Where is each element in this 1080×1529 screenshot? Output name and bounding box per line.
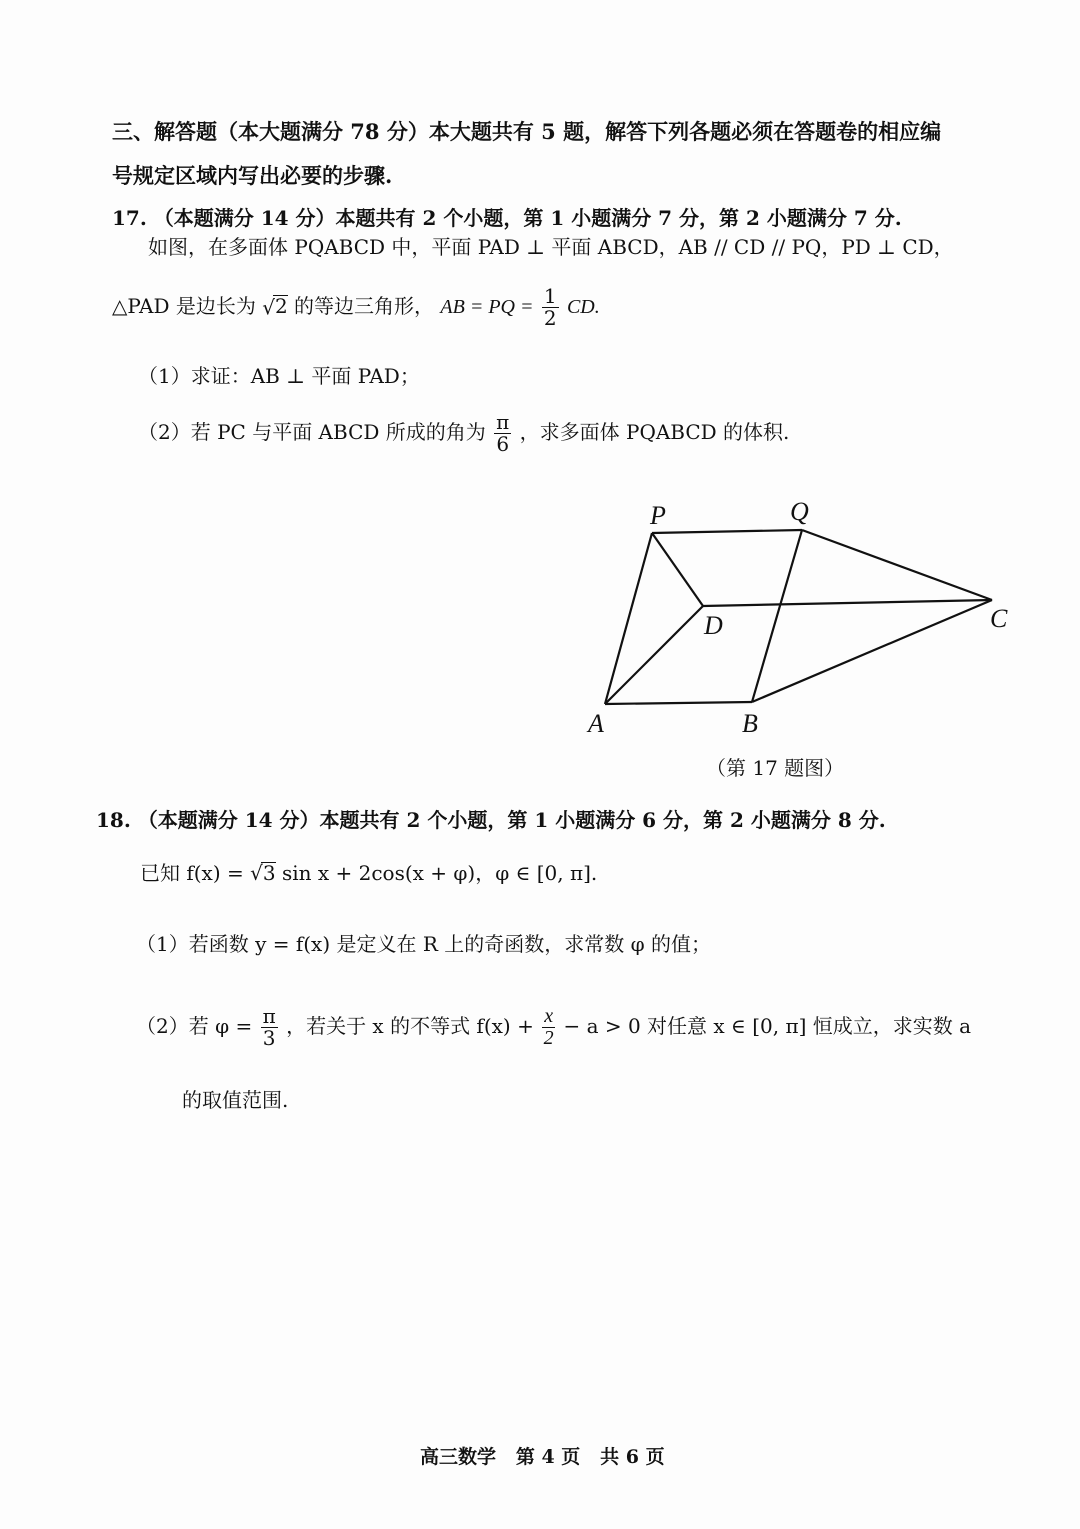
q17-header: 17. （本题满分 14 分）本题共有 2 个小题，第 1 小题满分 7 分，第 2 小题满分 7 分. [112,206,902,230]
q17-figure-caption: （第 17 题图） [706,756,845,780]
vertex-label-C: C [990,604,1008,633]
fraction-denominator: 2 [543,1027,554,1049]
fraction-denominator: 2 [543,306,557,330]
q17-part1: （1）求证：AB ⊥ 平面 PAD； [138,364,420,388]
q18-header: 18. （本题满分 14 分）本题共有 2 个小题，第 1 小题满分 6 分，第 2 小题满分 8 分. [96,808,886,832]
q18-part2-text-b: ，若关于 x 的不等式 f(x) + [286,1014,534,1038]
q17-fraction-pi-6 [494,412,511,455]
q17-condition [112,286,600,329]
edge-QC [802,530,992,600]
sqrt-sign: √ [250,861,263,885]
q17-cond-sqrt: 2 [274,294,288,318]
vertex-label-P: P [650,501,666,530]
vertex-label-A: A [588,709,604,738]
q17-cond-text-c: AB = PQ = [440,296,534,318]
edge-PQ [652,530,802,533]
fraction-numerator: π [262,1004,276,1028]
q18-part2-continued: 的取值范围. [182,1088,289,1112]
q17-intro: 如图，在多面体 PQABCD 中，平面 PAD ⊥ 平面 ABCD，AB // CD // PQ，PD ⊥ CD， [148,235,954,259]
edge-DA [605,606,703,704]
q17-part2-text-a: （2）若 PC 与平面 ABCD 所成的角为 [138,420,486,444]
edge-DC [703,600,992,606]
edge-PA [605,533,652,704]
q18-part2-text-c: − a > 0 对任意 x ∈ [0, π] 恒成立，求实数 a [563,1014,972,1038]
q17-part2-text-b: ，求多面体 PQABCD 的体积. [519,420,790,444]
vertex-label-B: B [742,709,758,738]
q17-part2 [138,412,789,455]
fraction-denominator: 6 [496,432,510,456]
q18-part1: （1）若函数 y = f(x) 是定义在 R 上的奇函数，求常数 φ 的值； [136,932,711,956]
edge-QB [752,530,802,702]
q17-polyhedron-figure [580,490,1020,750]
q18-given-text-a: 已知 f(x) = [140,861,244,885]
vertex-label-D: D [704,611,723,640]
q18-given-text-b: sin x + 2cos(x + φ)，φ ∈ [0, π]. [281,861,598,885]
fraction-numerator: x [544,1005,554,1027]
edge-AB [605,702,752,704]
section-heading-line2: 号规定区域内写出必要的步骤. [112,163,393,188]
q17-fraction-half [542,286,559,329]
q17-cond-text-d: CD. [566,296,600,318]
fraction-numerator: π [496,410,510,434]
edge-PD [652,533,703,606]
q18-fraction-x-2 [542,1006,555,1049]
q18-part2 [136,1006,971,1049]
q18-part2-text-a: （2）若 φ = [136,1014,253,1038]
fraction-denominator: 3 [262,1026,276,1050]
q17-cond-text-b: 的等边三角形， [294,294,435,318]
section-heading-line1: 三、解答题（本大题满分 78 分）本大题共有 5 题，解答下列各题必须在答题卷的相应编 [112,119,942,144]
q18-fraction-pi-3 [261,1006,278,1049]
edge-BC [752,600,992,702]
fraction-numerator: 1 [543,284,557,308]
sqrt-sign: √ [262,295,275,320]
q17-cond-text-a: △PAD 是边长为 [112,294,256,318]
vertex-label-Q: Q [790,497,809,526]
q18-given [140,862,597,883]
q18-given-sqrt: 3 [262,861,276,885]
page-footer: 高三数学 第 4 页 共 6 页 [420,1446,665,1468]
